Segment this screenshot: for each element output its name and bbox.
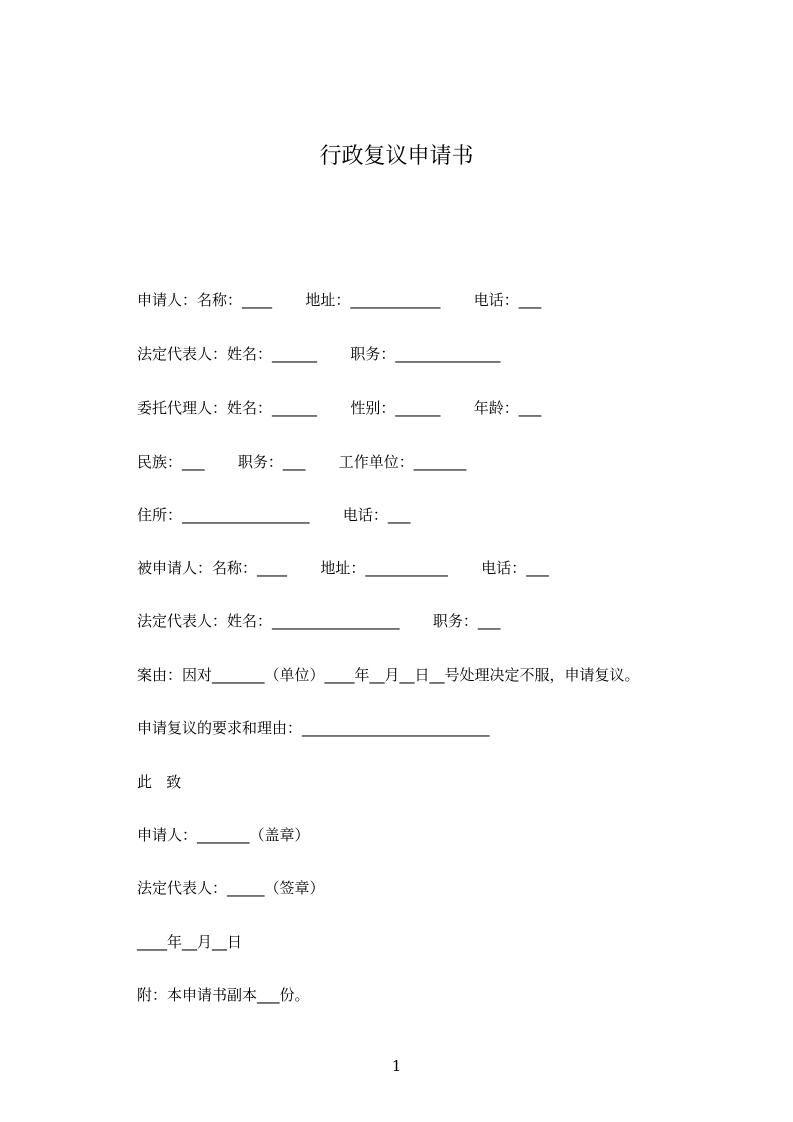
agent-residence-line: 住所：_________________ 电话：___: [137, 506, 411, 524]
salutation-line: 此 致: [137, 773, 182, 791]
request-and-reason-line: 申请复议的要求和理由：_________________________: [137, 719, 490, 737]
document-title: 行政复议申请书: [319, 144, 474, 169]
page-number: 1: [391, 1057, 402, 1075]
entrusted-agent-line: 委托代理人：姓名：______ 性别：______ 年龄：___: [137, 399, 542, 417]
legal-representative-signature-line: 法定代表人：_____（签章）: [137, 879, 325, 897]
applicant-seal-line: 申请人：_______（盖章）: [137, 826, 310, 844]
date-line: ____年__月__日: [137, 933, 243, 951]
applicant-legal-representative-line: 法定代表人：姓名：______ 职务：______________: [137, 345, 501, 363]
agent-ethnicity-line: 民族：___ 职务：___ 工作单位：_______: [137, 453, 467, 471]
respondent-legal-representative-line: 法定代表人：姓名：_________________ 职务：___: [137, 612, 501, 630]
respondent-line: 被申请人：名称：____ 地址：___________ 电话：___: [137, 559, 549, 577]
applicant-line: 申请人：名称：____ 地址：____________ 电话：___: [137, 291, 542, 309]
attachment-line: 附：本申请书副本___份。: [137, 986, 310, 1004]
case-cause-line: 案由：因对_______（单位）____年__月__日__号处理决定不服，申请复议。: [137, 666, 640, 684]
